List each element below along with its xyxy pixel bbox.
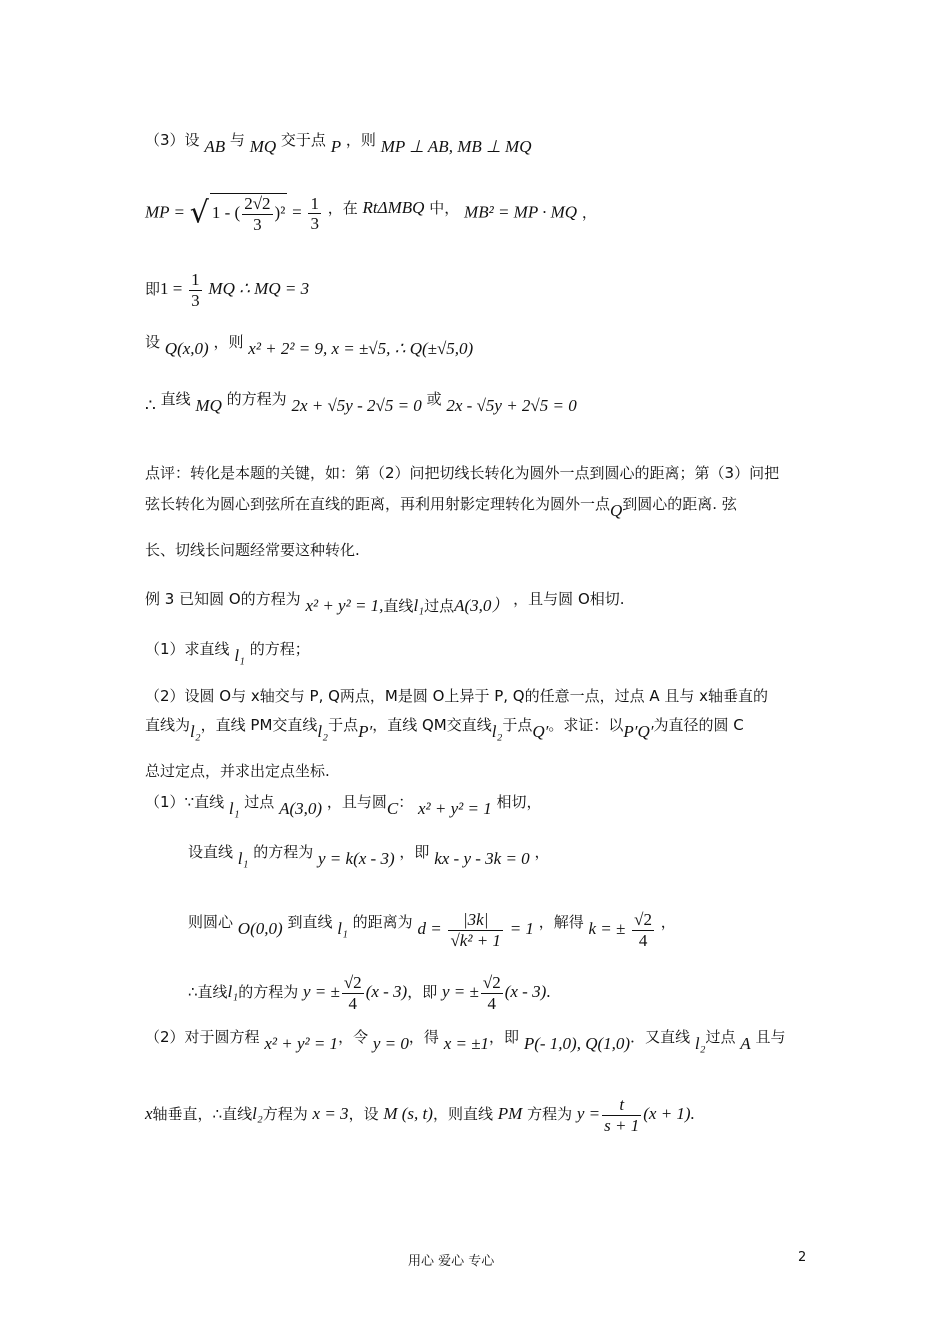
comment-line-3: 长、切线长问题经常要这种转化. — [145, 541, 360, 559]
mp-equation-line: MP = √ 1 - ( $\frac{2√2}{3}$ )² = $\frac{1}{3}$ ，在 RtΔMBQ 中， MB² = MP · MQ ， — [145, 193, 597, 234]
comment-line-1: 点评：转化是本题的关键，如：第（2）问把切线长转化为圆外一点到圆心的距离；第（3）问把 — [145, 464, 780, 482]
fraction: $\frac{|3k|}{\text{√k² + 1}}$ — [450, 910, 501, 950]
question-2-line-2: 直线为l₂，直线 PM交直线l₂于点P′，直线 QM交直线l₂于点Q′。求证：以P′Q′为直径的圆 C — [145, 716, 744, 741]
solution-1-line-3: 则圆心 O(0,0) 到直线 l₁ 的距离为 d = $\frac{|3k|}{\text{√k² + 1}}$ = 1 ，解得 k = ± $\frac{√2}{4}$ ， — [188, 910, 676, 950]
fraction: $\frac{t}{s + 1}$ — [604, 1095, 640, 1135]
fraction: $\frac{√2}{4}$ — [482, 973, 501, 1013]
question-2-line-3: 总过定点，并求出定点坐标. — [145, 762, 330, 780]
solution-1-line-1: （1）∵直线 l₁ 过点 A(3,0) ，且与圆C： x² + y² = 1 相切， — [145, 793, 542, 818]
solution-1-line-2: 设直线 l₁ 的方程为 y = k(x - 3) ，即 kx - y - 3k = 0 ， — [188, 843, 550, 868]
footer-slogan: 用心 爱心 专心 — [408, 1254, 495, 1269]
fraction: $\frac{1}{3}$ — [310, 193, 319, 234]
question-1: （1）求直线 l₁ 的方程； — [145, 640, 310, 665]
fraction: $\frac{√2}{4}$ — [343, 973, 362, 1013]
question-2-line-1: （2）设圆 O与 x轴交与 P, Q两点，M是圆 O上异于 P, Q的任意一点，过点 A 且与 x轴垂直的 — [145, 687, 769, 705]
fraction: $\frac{2√2}{3}$ — [244, 194, 271, 234]
mq-equation-line: ∴ 直线 MQ 的方程为 2x + √5y - 2√5 = 0 或 2x - √5y + 2√5 = 0 — [145, 390, 577, 415]
solution-1-line-4: ∴直线l₁的方程为 y = ± $\frac{√2}{4}$ (x - 3)，即 y = ± $\frac{√2}{4}$ (x - 3). — [188, 973, 551, 1013]
page-number: 2 — [798, 1250, 807, 1265]
ji-equation-line: 即1 = $\frac{1}{3}$ MQ ∴ MQ = 3 — [145, 270, 310, 310]
example-3-statement: 例 3 已知圆 O的方程为 x² + y² = 1,直线l₁过点A(3,0） ，且与圆 O相切. — [145, 590, 625, 615]
fraction: $\frac{1}{3}$ — [191, 270, 200, 310]
comment-line-2: 弦长转化为圆心到弦所在直线的距离，再利用射影定理转化为圆外一点Q到圆心的距离. 弦 — [145, 495, 737, 520]
solution-2-line-1: （2）对于圆方程 x² + y² = 1，令 y = 0，得 x = ±1，即 P(- 1,0), Q(1,0)．又直线 l₂过点 A 且与 — [145, 1028, 786, 1053]
sqrt-expression: 1 - ( $\frac{2√2}{3}$ )² — [211, 194, 286, 234]
q-point-line: 设 Q(x,0) ，则 x² + 2² = 9, x = ±√5, ∴ Q(±√5,0) — [145, 333, 474, 358]
fraction: $\frac{√2}{4}$ — [634, 910, 652, 950]
solution-part3-line: （3）设 AB 与 MQ 交于点 P ，则 MP ⊥ AB, MB ⊥ MQ — [145, 131, 532, 156]
solution-2-line-2: x轴垂直，∴直线l₂方程为 x = 3，设 M (s, t)，则直线 PM 方程为 y = $\frac{t}{s + 1}$ (x + 1). — [145, 1095, 695, 1135]
